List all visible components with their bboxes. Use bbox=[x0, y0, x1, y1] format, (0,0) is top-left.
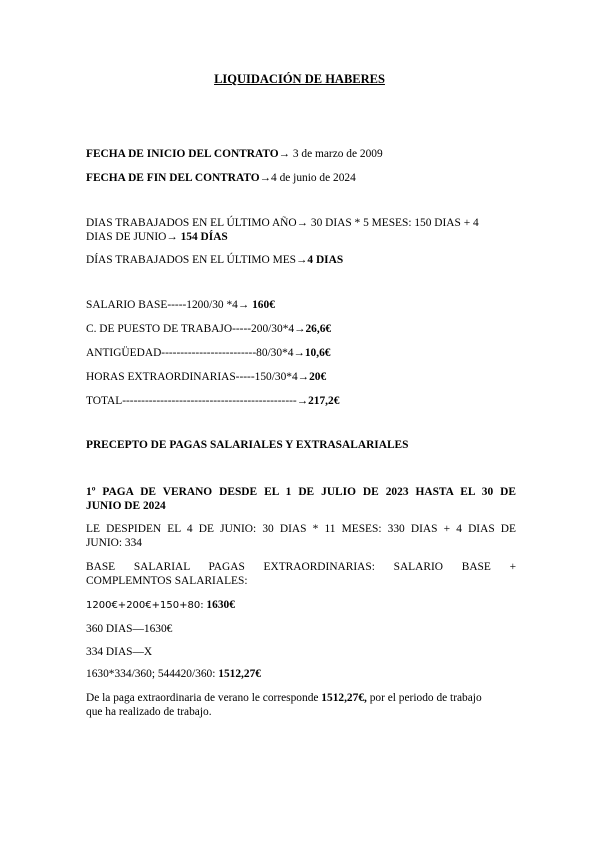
conclusion-line1 bbox=[86, 691, 516, 705]
fecha-fin-line bbox=[86, 171, 516, 185]
section-heading-precepto bbox=[86, 438, 516, 452]
despiden-line2: JUNIO: 334 bbox=[86, 537, 143, 549]
arrow-icon: → bbox=[296, 217, 309, 229]
suma-result: 1630€ bbox=[203, 599, 235, 611]
arrow-icon: → bbox=[166, 231, 178, 243]
salario-row bbox=[86, 346, 516, 360]
arrow-icon: → bbox=[294, 323, 306, 335]
suma-line bbox=[86, 598, 516, 613]
conclusion-text: por el periodo de trabajo bbox=[366, 692, 482, 704]
dias-ano-calc: 30 DIAS * 5 MESES: 150 DIAS + 4 bbox=[308, 217, 479, 229]
salario-row-value: 160€ bbox=[249, 299, 275, 311]
paga-heading-text: JUNIO DE 2024 bbox=[86, 500, 166, 512]
suma-expression: 1200€+200€+150+80: bbox=[86, 600, 204, 611]
salario-row-value: 10,6€ bbox=[304, 347, 331, 359]
dias-junio-label: DIAS DE JUNIO bbox=[86, 231, 167, 243]
conclusion-amount: 1512,27€, bbox=[321, 692, 367, 704]
arrow-icon: → bbox=[278, 148, 291, 160]
dias-mes-line bbox=[86, 253, 516, 267]
arrow-icon: → bbox=[296, 254, 308, 266]
paga-heading-text: 1º PAGA DE VERANO DESDE EL 1 DE JULIO DE 2023 HASTA EL 30 DE bbox=[86, 486, 516, 498]
dias-mes-label: DÍAS TRABAJADOS EN EL ÚLTIMO MES bbox=[86, 254, 297, 266]
salario-row bbox=[86, 322, 516, 336]
calculo-line bbox=[86, 667, 516, 681]
base-salarial-line1: BASE SALARIAL PAGAS EXTRAORDINARIAS: SALARIO BASE + bbox=[86, 561, 516, 573]
despiden-line1: LE DESPIDEN EL 4 DE JUNIO: 30 DIAS * 11 MESES: 330 DIAS + 4 DIAS DE bbox=[86, 523, 516, 535]
fecha-inicio-value: 3 de marzo de 2009 bbox=[290, 148, 383, 160]
arrow-icon: → bbox=[297, 371, 310, 383]
regla-line2: 334 DIAS—X bbox=[86, 646, 153, 658]
precepto-text: PRECEPTO DE PAGAS SALARIALES Y EXTRASALARIALES bbox=[86, 439, 409, 451]
salario-row-label: TOTAL---------------------------------------------- bbox=[86, 395, 297, 407]
dias-ano-line2 bbox=[86, 230, 516, 244]
dias-mes-value: 4 DIAS bbox=[307, 254, 344, 266]
arrow-icon: → bbox=[259, 172, 272, 184]
salario-row-label: C. DE PUESTO DE TRABAJO-----200/30*4 bbox=[86, 323, 295, 335]
salario-row-label: SALARIO BASE-----1200/30 *4 bbox=[86, 299, 238, 311]
arrow-icon: → bbox=[237, 299, 250, 311]
dias-ano-line1 bbox=[86, 216, 516, 230]
arrow-icon: → bbox=[296, 395, 309, 407]
paga-heading-line1 bbox=[86, 485, 516, 499]
salario-row-label: HORAS EXTRAORDINARIAS-----150/30*4 bbox=[86, 371, 298, 383]
salario-total-row bbox=[86, 394, 516, 408]
salario-row-value: 217,2€ bbox=[308, 395, 340, 407]
fecha-fin-value: 4 de junio de 2024 bbox=[271, 172, 356, 184]
salario-row-value: 20€ bbox=[309, 371, 327, 383]
base-salarial-line2: COMPLEMNTOS SALARIALES: bbox=[86, 575, 248, 587]
paga-heading-line2 bbox=[86, 499, 516, 513]
calculo-result: 1512,27€ bbox=[218, 668, 261, 680]
fecha-inicio-label: FECHA DE INICIO DEL CONTRATO bbox=[86, 148, 279, 160]
salario-row bbox=[86, 298, 516, 312]
page-title: LIQUIDACIÓN DE HABERES bbox=[214, 72, 385, 86]
arrow-icon: → bbox=[293, 347, 305, 359]
salario-row bbox=[86, 370, 516, 384]
dias-ano-label: DIAS TRABAJADOS EN EL ÚLTIMO AÑO bbox=[86, 217, 297, 229]
conclusion-line2: que ha realizado de trabajo. bbox=[86, 706, 212, 718]
fecha-inicio-line bbox=[86, 147, 516, 161]
fecha-fin-label: FECHA DE FIN DEL CONTRATO bbox=[86, 172, 260, 184]
regla-line1: 360 DIAS—1630€ bbox=[86, 623, 173, 635]
dias-ano-total: 154 DÍAS bbox=[177, 231, 228, 243]
salario-row-label: ANTIGÜEDAD-------------------------80/30*4 bbox=[86, 347, 294, 359]
conclusion-text: De la paga extraordinaria de verano le corresponde bbox=[86, 692, 322, 704]
calculo-expression: 1630*334/360; 544420/360: bbox=[86, 668, 219, 680]
salario-row-value: 26,6€ bbox=[305, 323, 332, 335]
